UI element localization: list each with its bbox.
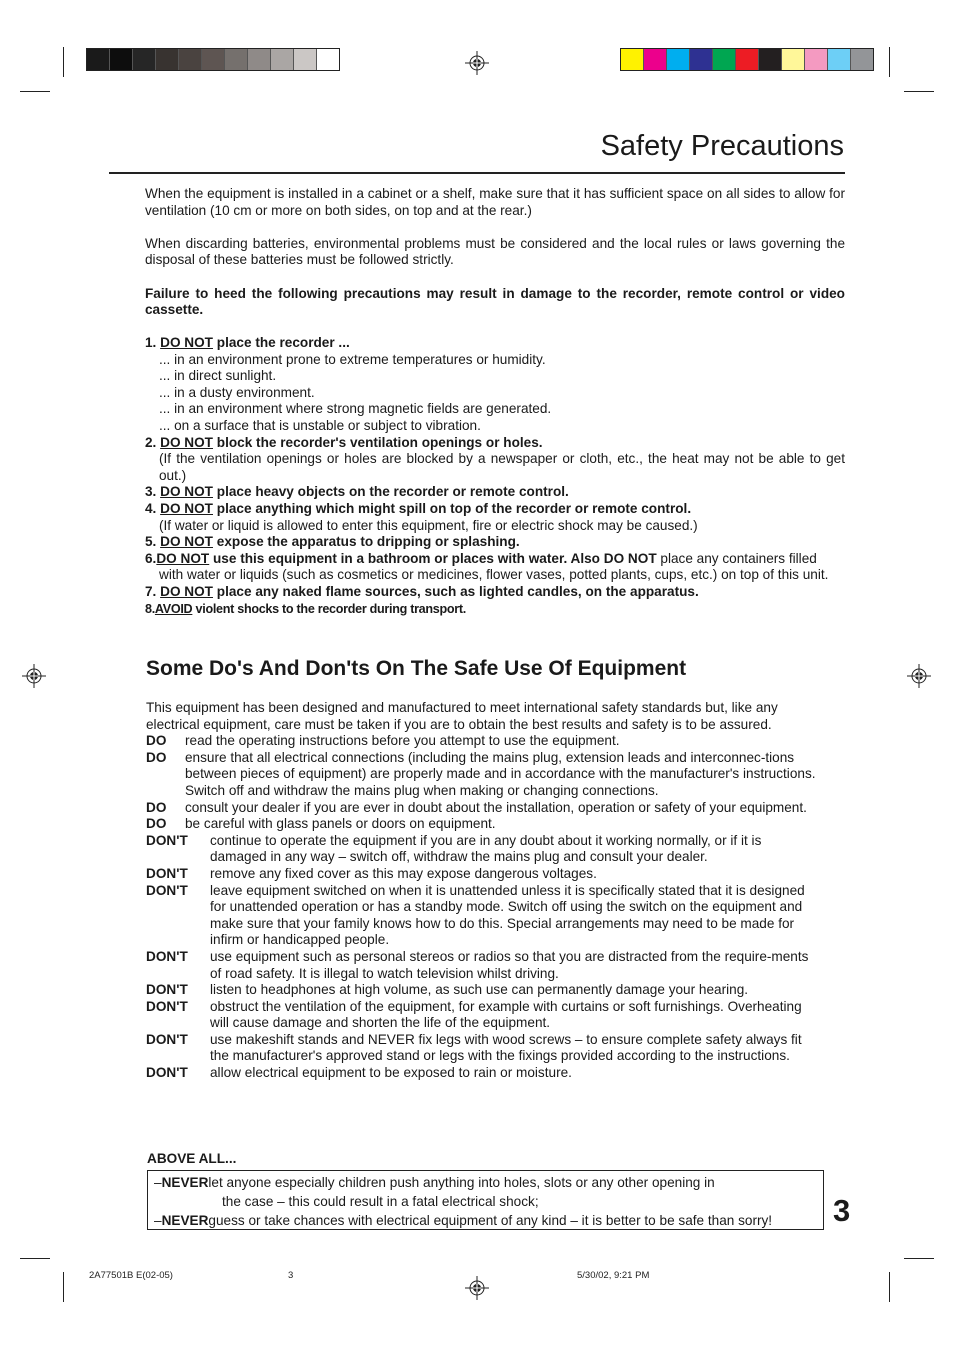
sub-item: ... in direct sunlight. [159,368,277,384]
dont-row [146,949,816,982]
dont-label: DON'T [146,998,188,1014]
dont-row [146,833,816,866]
dont-text: listen to headphones at high volume, as such use can permanently damage your hearing. [210,982,749,998]
intro-section [145,186,845,319]
do-text: ensure that all electrical connections (including the mains plug, extension leads and interconnec-tions between pieces of equipment) are properly made and in accordance with the manufacturer's instructions. Switch off and withdraw the mains plug when making or changing connections. [185,749,816,798]
item-text: place any naked flame sources, such as lighted candles, on the apparatus. [213,583,699,599]
do-not-label: DO NOT [160,500,213,516]
gray-swatch [202,49,225,70]
dos-and-donts [146,700,816,1082]
item-text: block the recorder's ventilation openings or holes. [213,434,543,450]
sub-item: ... in an environment where strong magnetic fields are generated. [159,401,552,417]
item-number: 8. [145,601,155,616]
dont-label: DON'T [146,1031,188,1047]
do-not-label: DO NOT [156,550,210,566]
do-not-label: DO NOT [160,534,213,550]
never-warning-box [147,1170,824,1230]
precautions-list [145,335,845,617]
color-swatch [805,49,828,70]
list-item [145,601,845,618]
dont-text: allow electrical equipment to be exposed to rain or moisture. [210,1065,572,1081]
item-number: 3. [145,484,157,500]
do-text: read the operating instructions before you attempt to use the equipment. [185,733,620,749]
intro-ventilation: When the equipment is installed in a cabinet or a shelf, make sure that it has sufficient space on all sides to allow for ventilation (10 cm or more on both sides, on top and at the rear.) [145,186,845,218]
color-swatch [713,49,736,70]
title-divider [109,172,845,174]
do-not-label: DO NOT [160,484,213,500]
footer-date: 5/30/02, 9:21 PM [577,1270,650,1281]
sub-item: ... in a dusty environment. [159,384,315,400]
dont-row [146,1065,816,1082]
gray-swatch [225,49,248,70]
do-row [146,733,816,750]
registration-mark-icon [22,664,46,688]
item-number: 4. [145,500,157,516]
never-row [154,1173,823,1192]
crop-mark [904,91,934,92]
do-label: DO [146,733,167,749]
grayscale-calibration-bar [86,48,340,71]
color-swatch [644,49,667,70]
dont-text: remove any fixed cover as this may expose dangerous voltages. [210,865,597,881]
dont-label: DON'T [146,832,188,848]
gray-swatch [317,49,339,70]
item-text: place anything which might spill on top of the recorder or remote control. [213,500,692,516]
list-item [145,584,845,601]
crop-mark [904,1258,934,1259]
registration-mark-icon [907,664,931,688]
do-not-label: DO NOT [160,335,213,350]
item-text: use this equipment in a bathroom or places with water. Also DO NOT [209,550,657,566]
color-calibration-bar [620,48,874,71]
never-text: guess or take chances with electrical equipment of any kind – it is better to be safe than sorry! [208,1213,773,1228]
dont-text: continue to operate the equipment if you are in any doubt about it working normally, or if it is damaged in any way – switch off, withdraw the mains plug and consult your dealer. [210,832,762,865]
item-note: (If water or liquid is allowed to enter this equipment, fire or electric shock may be caused.) [159,517,698,533]
color-swatch [759,49,782,70]
gray-swatch [248,49,271,70]
item-number: 7. [145,583,157,599]
item-note: with water or liquids (such as cosmetics or medicines, flower vases, potted plants, cups, etc.) on top of this unit. [159,567,829,583]
dont-text: use makeshift stands and NEVER fix legs with wood screws – to ensure complete safety always fit the manufacturer's approved stand or legs with the fixings provided according to the instructions. [210,1031,802,1064]
above-all-label: ABOVE ALL... [147,1151,237,1166]
item-note: (If the ventilation openings or holes are blocked by a newspaper or cloth, etc., the heat may not be able to get out.) [159,451,845,483]
dash: – [154,1175,162,1190]
color-swatch [828,49,851,70]
do-label: DO [146,816,167,832]
do-row [146,750,816,800]
gray-swatch [271,49,294,70]
gray-swatch [133,49,156,70]
do-text: be careful with glass panels or doors on equipment. [185,816,496,832]
crop-mark [889,47,890,77]
crop-mark [63,1272,64,1302]
item-number: 1. [145,335,157,350]
crop-mark [20,91,50,92]
section-heading: Some Do's And Don'ts On The Safe Use Of Equipment [146,657,687,680]
page-number: 3 [833,1193,851,1228]
do-not-label: DO NOT [160,434,213,450]
dash: – [154,1213,162,1228]
dont-row [146,866,816,883]
intro-batteries: When discarding batteries, environmental problems must be considered and the local rules or laws governing the disposal of these batteries must be followed strictly. [145,235,845,268]
dont-label: DON'T [146,1065,188,1081]
avoid-label: AVOID [154,601,193,616]
gray-swatch [179,49,202,70]
item-text: violent shocks to the recorder during transport. [192,601,466,616]
color-swatch [667,49,690,70]
color-swatch [621,49,644,70]
dont-row [146,982,816,999]
dont-label: DON'T [146,948,188,964]
dont-row [146,999,816,1032]
crop-mark [63,47,64,77]
color-swatch [690,49,713,70]
item-text: expose the apparatus to dripping or splashing. [213,534,520,550]
footer-code: 2A77501B E(02-05) [89,1270,173,1281]
item-text: place any containers filled [656,550,817,566]
crop-mark [20,1258,50,1259]
list-item [145,435,845,452]
registration-mark-icon [465,1276,489,1300]
list-item [145,335,845,352]
never-label: NEVER [161,1213,209,1228]
never-row [154,1211,823,1230]
list-item [145,551,845,568]
item-number: 6. [145,550,157,566]
dont-label: DON'T [146,865,188,881]
do-text: consult your dealer if you are ever in doubt about the installation, operation or safety of your equipment. [185,799,807,815]
gray-swatch [110,49,133,70]
sub-item: ... on a surface that is unstable or subject to vibration. [159,417,481,433]
do-label: DO [146,799,167,815]
item-number: 5. [145,534,157,550]
do-not-label: DO NOT [160,583,213,599]
crop-mark [889,1272,890,1302]
do-row [146,816,816,833]
color-swatch [782,49,805,70]
list-item [145,501,845,518]
dont-text: leave equipment switched on when it is unattended unless it is specifically stated that it is designed for unattended operation or has a standby mode. Switch off using the switch on the equipment and make sure that your family knows how to do this. Special arrangements may need to be made for infirm or handicapped people. [210,882,805,948]
color-swatch [736,49,759,70]
item-text: place heavy objects on the recorder or remote control. [213,484,569,500]
dont-label: DON'T [146,982,188,998]
gray-swatch [294,49,317,70]
page-title: Safety Precautions [600,130,844,162]
gray-swatch [156,49,179,70]
color-swatch [851,49,873,70]
dont-label: DON'T [146,882,188,898]
item-text: place the recorder ... [213,335,350,350]
dont-row [146,883,816,949]
sub-item: ... in an environment prone to extreme temperatures or humidity. [159,351,546,367]
item-number: 2. [145,434,157,450]
dont-text: obstruct the ventilation of the equipment, for example with curtains or soft furnishings. Overheating will cause damage and shorten the life of the equipment. [210,998,802,1031]
do-row [146,800,816,817]
registration-mark-icon [465,51,489,75]
never-text: let anyone especially children push anything into holes, slots or any other opening in [208,1175,715,1190]
intro-warning: Failure to heed the following precautions may result in damage to the recorder, remote control or video cassette. [145,285,845,318]
never-text-continued: the case – this could result in a fatal electrical shock; [222,1194,539,1209]
never-label: NEVER [161,1175,209,1190]
gray-swatch [87,49,110,70]
footer-page: 3 [288,1270,294,1281]
do-label: DO [146,749,167,765]
dont-row [146,1032,816,1065]
list-item [145,484,845,501]
section-intro: This equipment has been designed and manufactured to meet international safety standards but, like any electrical equipment, care must be taken if you are to obtain the best results and safety is to be assured. [146,700,778,732]
list-item [145,534,845,551]
dont-text: use equipment such as personal stereos or radios so that you are distracted from the require-ments of road safety. It is illegal to watch television whilst driving. [210,948,809,981]
